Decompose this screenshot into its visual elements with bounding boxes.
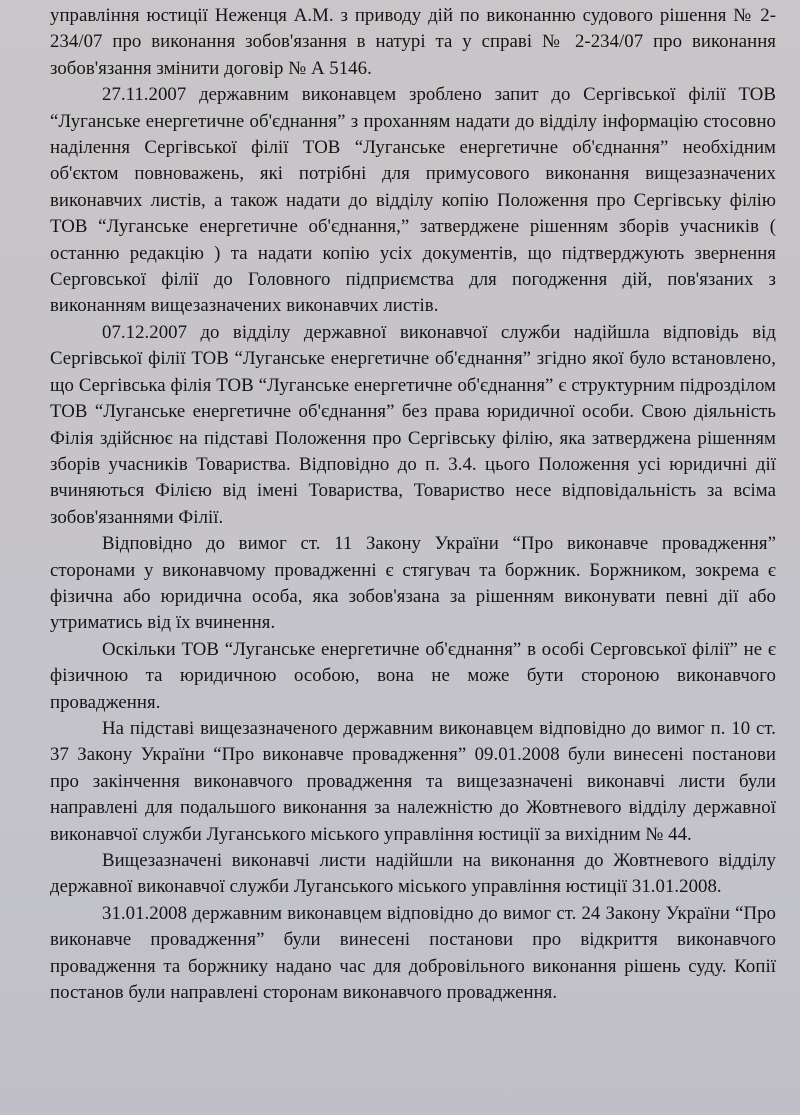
document-body [50, 3, 776, 1006]
paragraph-request-27-11-2007: 27.11.2007 державним виконавцем зроблено запит до Сергівської філії ТОВ “Луганське енергетичне об'єднання” з проханням надати до відділу інформацію стосовно наділення Сергівської філії ТОВ “Луганське енергетичне об'єднання” необхідним об'єктом повноважень, які потрібні для примусового виконання вищезазначених виконавчих листів, а також надати до відділу копію Положення про Сергівську філію ТОВ “Луганське енергетичне об'єднання,” затверджене рішенням зборів учасників ( останню редакцію ) та надати копію усіх документів, що підтверджують звернення Серговської філії до Головного підприємства для погодження дій, пов'язаних з виконанням вищезазначених виконавчих листів. [50, 84, 776, 317]
paragraph-law-article-11: Відповідно до вимог ст. 11 Закону України “Про виконавче провадження” сторонами у виконавчому провадженні є стягувач та боржник. Боржником, зокрема є фізична або юридична особа, яка зобов'язана за рішенням виконувати певні дії або утриматись від їх вчинення. [50, 533, 776, 634]
paragraph-not-a-party: Оскільки ТОВ “Луганське енергетичне об'єднання” в особі Серговської філії” не є фізичною та юридичною особою, вона не може бути стороною виконавчого провадження. [50, 638, 776, 713]
paragraph-response-07-12-2007: 07.12.2007 до відділу державної виконавчої служби надійшла відповідь від Сергівської філії ТОВ “Луганське енергетичне об'єднання” згідно якої було встановлено, що Сергівська філія ТОВ “Луганське енергетичне об'єднання” є структурним підрозділом ТОВ “Луганське енергетичне об'єднання” без права юридичної особи. Свою діяльність Філія здійснює на підставі Положення про Сергівську філію, яка затверджена рішенням зборів учасників Товариства. Відповідно до п. 3.4. цього Положення усі юридичні дії вчиняються Філією від імені Товариства, Товариство несе відповідальність за всіма зобов'язаннями Філії. [50, 321, 776, 528]
paragraph-termination-09-01-2008: На підставі вищезазначеного державним виконавцем відповідно до вимог п. 10 ст. 37 Закону України “Про виконавче провадження” 09.01.2008 були винесені постанови про закінчення виконавчого провадження та вищезазначені виконавчі листи були направлені для подальшого виконання за належністю до Жовтневого відділу державної виконавчої служби Луганського міського управління юстиції за вихідним № 44. [50, 717, 776, 845]
paragraph-continuation: управління юстиції Неженця А.М. з приводу дій по виконанню судового рішення № 2-234/07 про виконання зобов'язання в натурі та у справі № 2-234/07 про виконання зобов'язання змінити договір № А 5146. [50, 5, 776, 79]
paragraph-opening-31-01-2008: 31.01.2008 державним виконавцем відповідно до вимог ст. 24 Закону України “Про виконавче провадження” були винесені постанови про відкриття виконавчого провадження та боржнику надано час для добровільного виконання рішень суду. Копії постанов були направлені сторонам виконавчого провадження. [50, 902, 776, 1004]
paragraph-received-31-01-2008: Вищезазначені виконавчі листи надійшли на виконання до Жовтневого відділу державної виконавчої служби Луганського міського управління юстиції 31.01.2008. [50, 850, 776, 898]
